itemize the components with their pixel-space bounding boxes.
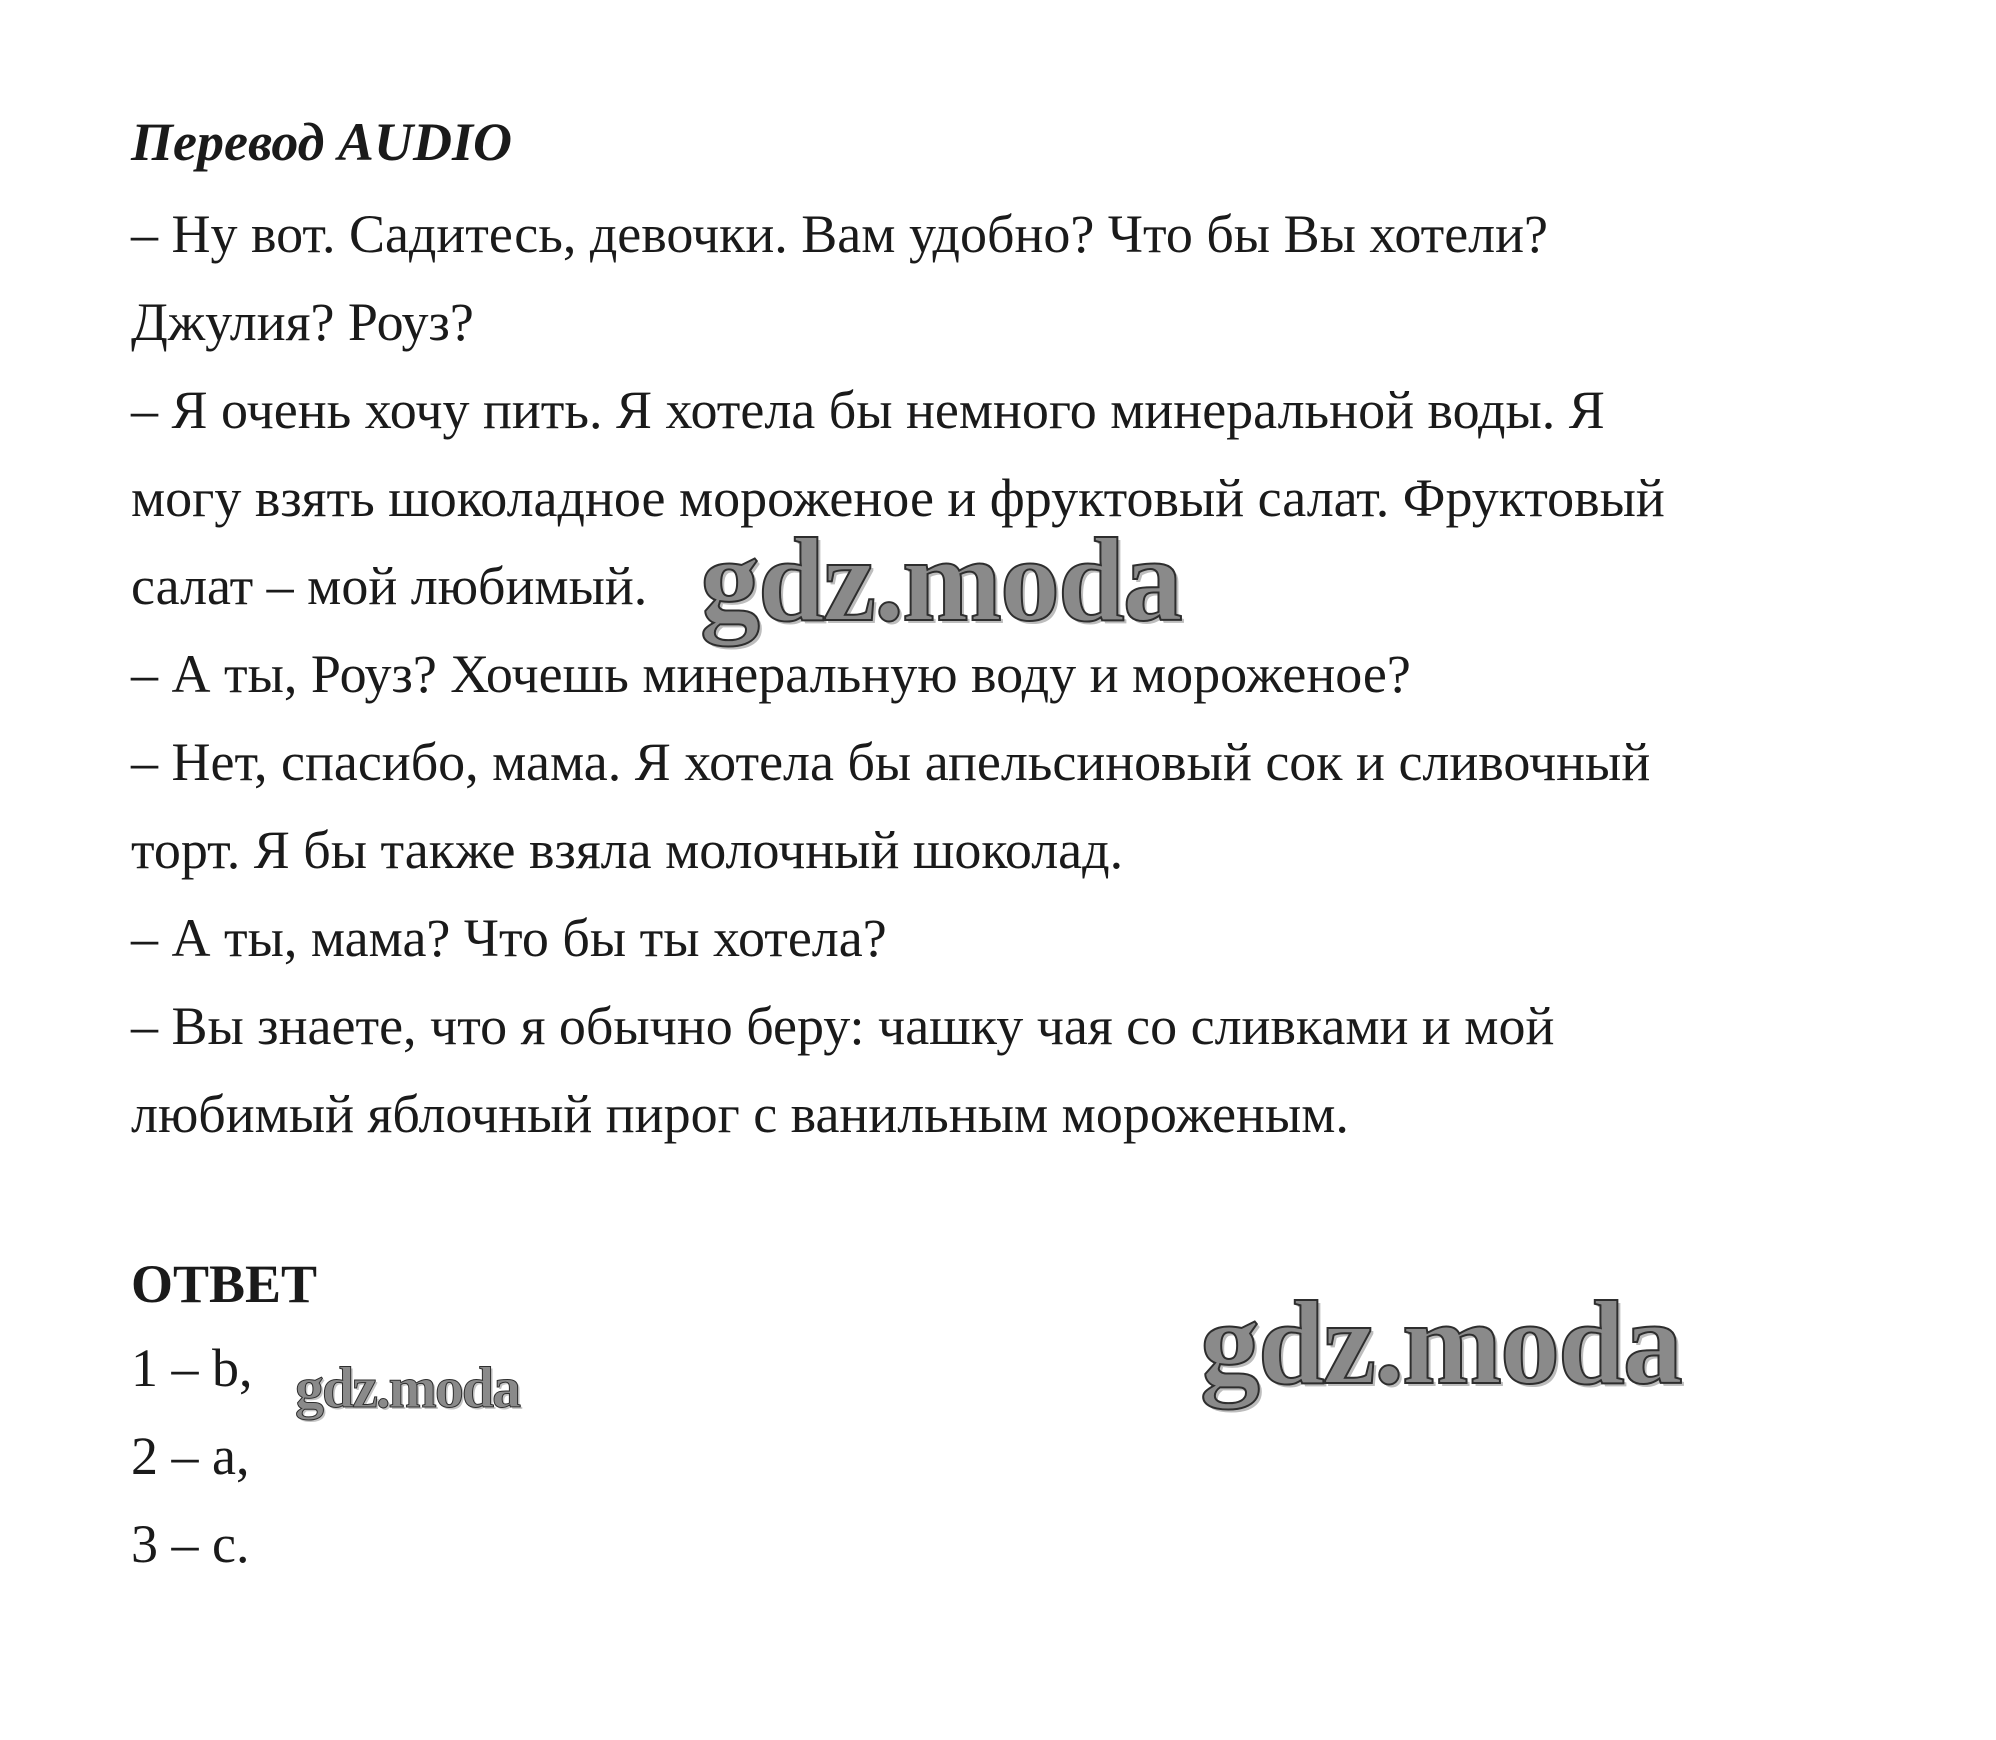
dialogue-text: [131, 190, 1891, 1158]
answer-heading: ОТВЕТ: [131, 1254, 318, 1314]
watermark: gdz.moda: [700, 513, 1181, 646]
watermark: gdz.moda: [1200, 1276, 1681, 1409]
dialogue-line: любимый яблочный пирог с ванильным мороженым.: [131, 1084, 1349, 1144]
dialogue-line: – Я очень хочу пить. Я хотела бы немного минеральной воды. Я: [131, 380, 1605, 440]
dialogue-line: – А ты, Роуз? Хочешь минеральную воду и мороженое?: [131, 644, 1411, 704]
answer-item: 2 – a,: [131, 1426, 250, 1486]
dialogue-line: могу взять шоколадное мороженое и фруктовый салат. Фруктовый: [131, 468, 1665, 528]
section-heading-audio: Перевод AUDIO: [131, 112, 512, 172]
dialogue-line: – Вы знаете, что я обычно беру: чашку чая со сливками и мой: [131, 996, 1555, 1056]
dialogue-line: – Ну вот. Садитесь, девочки. Вам удобно? Что бы Вы хотели?: [131, 204, 1548, 264]
dialogue-line: Джулия? Роуз?: [131, 292, 474, 352]
answer-item: 3 – c.: [131, 1514, 250, 1574]
dialogue-line: – А ты, мама? Что бы ты хотела?: [131, 908, 887, 968]
watermark: gdz.moda: [295, 1355, 520, 1420]
dialogue-line: – Нет, спасибо, мама. Я хотела бы апельсиновый сок и сливочный: [131, 732, 1651, 792]
dialogue-line: торт. Я бы также взяла молочный шоколад.: [131, 820, 1124, 880]
answer-list: [131, 1324, 1891, 1588]
dialogue-line: салат – мой любимый.: [131, 556, 648, 616]
answer-item: 1 – b,: [131, 1338, 253, 1398]
